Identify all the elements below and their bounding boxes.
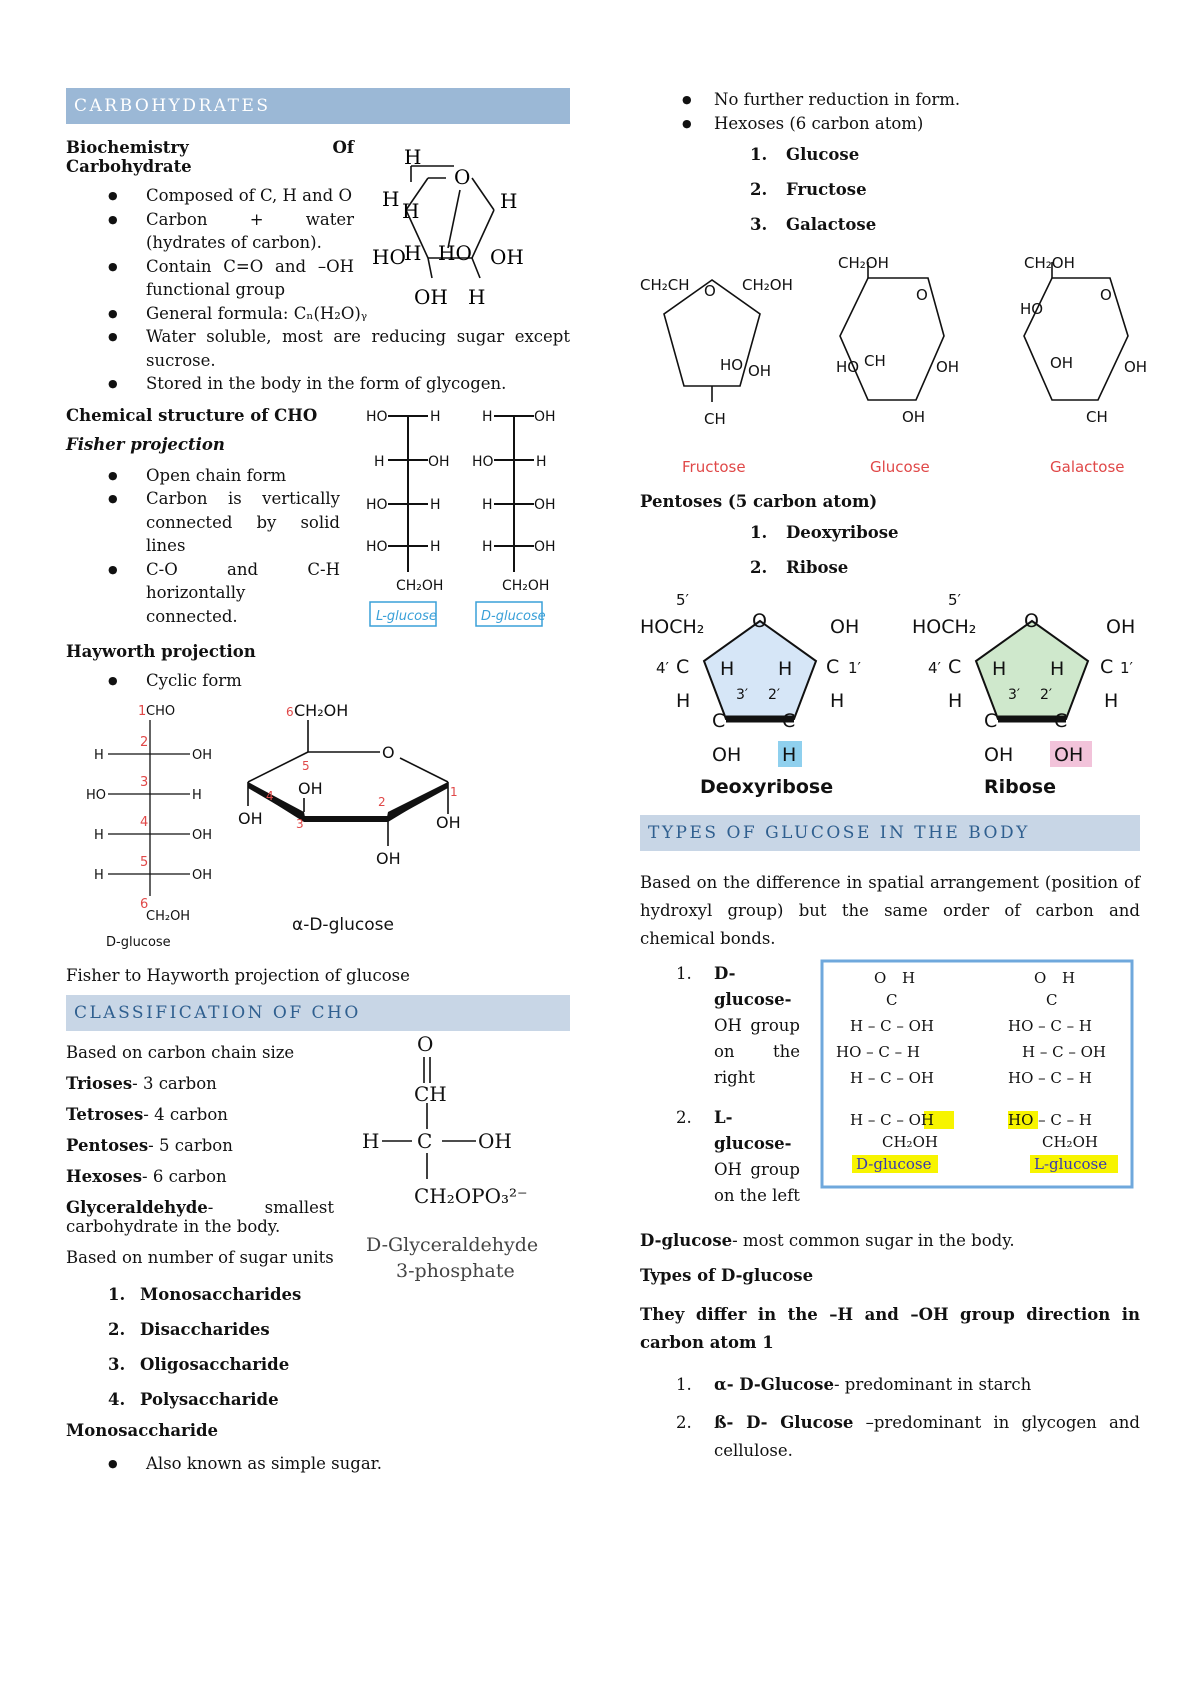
biochem-title-b: Of xyxy=(332,138,354,157)
ring-oxygen: O xyxy=(382,743,395,762)
alpha-beta-list xyxy=(640,1371,1140,1465)
fisher-group: H xyxy=(430,538,441,555)
fisher-group: H xyxy=(482,496,493,513)
fisher-section xyxy=(66,406,570,638)
pentose-atom: C xyxy=(782,710,796,732)
fisher-group: OH xyxy=(534,408,556,425)
glyceraldehyde-atom: O xyxy=(417,1032,434,1056)
carbon-number: 1 xyxy=(450,785,458,799)
pentose-atom: HOCH₂ xyxy=(912,616,977,638)
fisher-group: H xyxy=(94,868,104,883)
carbon-number: 5 xyxy=(302,759,310,773)
list-number: 1. xyxy=(750,523,768,542)
fisher-group: OH xyxy=(192,868,213,883)
ring-caption: Glucose xyxy=(870,458,930,476)
list-item: ● Carbon + water (hydrates of carbon). xyxy=(66,208,354,255)
fisher-group: OH xyxy=(192,828,213,843)
fisher-ch2oh: CH₂OH xyxy=(146,909,191,924)
list-item xyxy=(640,207,1140,242)
list-item: ● No further reduction in form. xyxy=(640,88,1140,112)
haworth-group: OH xyxy=(376,849,401,868)
list-number: 1. xyxy=(676,1375,692,1394)
pentose-atom: OH xyxy=(984,744,1014,766)
chem-structure-title: Chemical structure of CHO xyxy=(66,405,318,425)
fisher-group: H xyxy=(94,748,104,763)
pentose-atom: H xyxy=(1104,690,1119,712)
list-item xyxy=(640,1371,1140,1399)
list-label: Fructose xyxy=(786,180,867,199)
dl-atom: H – C – OH xyxy=(850,1069,935,1087)
fisher-group: H xyxy=(430,496,441,513)
fisher-group: OH xyxy=(192,748,213,763)
list-label: Ribose xyxy=(786,558,849,577)
unit-list xyxy=(66,1277,570,1417)
list-item: ● Water soluble, most are reducing sugar except sucrose. xyxy=(66,325,570,372)
carbon-number: 4 xyxy=(266,789,274,803)
based-units-text: Based on number of sugar units xyxy=(66,1248,334,1267)
pentose-atom: 5′ xyxy=(676,591,689,609)
dl-term: L-glucose- xyxy=(714,1108,792,1153)
fisher-d-caption: D-glucose xyxy=(481,608,546,624)
ring-group: CH xyxy=(704,410,726,428)
glyceraldehyde-desc: - smallest carbohydrate in the body. xyxy=(66,1198,334,1236)
carbon-number: 2 xyxy=(140,735,149,750)
pentose-list xyxy=(640,515,1140,585)
alpha-term: α- D-Glucose xyxy=(714,1375,834,1394)
fisher-bullet-list xyxy=(66,464,340,629)
pentose-rings-figure xyxy=(640,591,1140,805)
list-number: 3. xyxy=(750,215,768,234)
pentose-atom: C xyxy=(712,710,726,732)
dl-atom: H xyxy=(902,969,916,987)
pentose-atom: C xyxy=(826,656,840,678)
dl-atom: C xyxy=(1046,991,1058,1009)
fisher-group: HO xyxy=(472,453,494,470)
dl-desc: OH group on the left xyxy=(714,1160,800,1205)
fisher-group: H xyxy=(482,538,493,555)
glyceraldehyde-term: Glyceraldehyde xyxy=(66,1198,208,1217)
list-number: 2. xyxy=(676,1413,692,1432)
fisher-group: HO xyxy=(366,408,388,425)
list-label: Deoxyribose xyxy=(786,523,899,542)
pentose-atom: H xyxy=(720,658,735,680)
dl-glucose-figure xyxy=(820,959,1136,1191)
carbon-number: 5 xyxy=(140,855,149,870)
biochem-title-c: Carbohydrate xyxy=(66,157,192,176)
haworth-group: OH xyxy=(238,809,263,828)
pentose-atom: 1′ xyxy=(1120,659,1133,677)
ring-group: OH xyxy=(1124,358,1148,376)
hexose-list xyxy=(640,137,1140,242)
ring-label: H xyxy=(468,285,486,309)
biochem-section xyxy=(66,138,570,396)
biochem-bullet-list xyxy=(66,184,354,302)
pentose-atom: H xyxy=(992,658,1007,680)
beta-desc: –predominant in glycogen and cellulose. xyxy=(714,1413,1140,1460)
haworth-ch2oh: CH₂OH xyxy=(294,701,349,720)
ring-label: H xyxy=(404,241,422,265)
fisher-projection-figure xyxy=(366,406,566,638)
ring-group: CH xyxy=(864,352,886,370)
ring-group: O xyxy=(704,282,716,300)
pentose-atom: 2′ xyxy=(768,687,781,703)
ring-group: CH₂OH xyxy=(742,276,793,294)
fisher-group: H xyxy=(374,453,385,470)
pentose-atom: C xyxy=(1100,656,1114,678)
types-header: TYPES OF GLUCOSE IN THE BODY xyxy=(640,815,1140,851)
pentose-atom: C xyxy=(1054,710,1068,732)
pentose-atom: H xyxy=(948,690,963,712)
chain-term: Pentoses xyxy=(66,1136,149,1155)
list-item xyxy=(640,961,800,1091)
list-item: ● Composed of C, H and O xyxy=(66,184,354,208)
fisher-ch2oh: CH₂OH xyxy=(396,577,444,594)
dl-list xyxy=(640,961,800,1209)
pentose-atom: C xyxy=(676,656,690,678)
list-number: 2. xyxy=(750,558,768,577)
dl-atom: HO – C – H xyxy=(836,1043,921,1061)
pentose-atom: 4′ xyxy=(656,659,669,677)
ring-group: O xyxy=(916,286,928,304)
biochem-title xyxy=(66,138,354,157)
dl-atom: H – C – OH xyxy=(850,1111,935,1129)
pentose-atom: 2′ xyxy=(1040,687,1053,703)
fisher-group: H xyxy=(536,453,547,470)
ring-label: H xyxy=(382,187,400,211)
dl-atom: C xyxy=(886,991,898,1009)
list-item xyxy=(66,1312,570,1347)
ring-group: OH xyxy=(936,358,960,376)
fisher-group: H xyxy=(482,408,493,425)
pentoses-title: Pentoses (5 carbon atom) xyxy=(640,492,878,511)
pentose-atom: O xyxy=(1024,610,1039,632)
fisher-group: OH xyxy=(534,538,556,555)
fisher-to-hayworth-text: Fisher to Hayworth projection of glucose xyxy=(66,966,410,985)
list-item xyxy=(640,550,1140,585)
ring-group: CH₂OH xyxy=(1024,254,1075,272)
glyceraldehyde-figure xyxy=(352,1029,562,1291)
ring-group: CH₂OH xyxy=(838,254,889,272)
hayworth-title: Hayworth projection xyxy=(66,641,256,661)
glyceraldehyde-text xyxy=(66,1198,334,1236)
fisher-group: H xyxy=(192,788,202,803)
chain-desc: - 5 carbon xyxy=(148,1136,233,1155)
dl-atom: CH₂OH xyxy=(1042,1133,1098,1151)
ring-label: HO xyxy=(372,245,406,269)
list-label: Disaccharides xyxy=(140,1320,270,1339)
pentose-atom: 1′ xyxy=(848,659,861,677)
dl-atom: H – C – OH xyxy=(1022,1043,1107,1061)
ring-group: O xyxy=(1100,286,1112,304)
pentose-atom: 3′ xyxy=(736,687,749,703)
carbon-number: 3 xyxy=(140,775,149,790)
alpha-desc: - predominant in starch xyxy=(833,1375,1032,1394)
dl-desc: OH group on the right xyxy=(714,1016,800,1087)
ring-label: HO xyxy=(438,241,472,265)
list-number: 2. xyxy=(750,180,768,199)
glyceraldehyde-atom: H xyxy=(362,1129,380,1153)
list-item: ● General formula: Cₙ(H₂O)ᵧ xyxy=(66,302,570,326)
dglucose-term: D-glucose xyxy=(640,1231,733,1250)
right-column xyxy=(640,88,1148,1465)
pentose-atom: O xyxy=(752,610,767,632)
dl-atom: HO – C – H xyxy=(1008,1111,1093,1129)
list-number: 1. xyxy=(108,1285,126,1304)
pentose-atom: OH xyxy=(712,744,742,766)
ring-group: HO xyxy=(836,358,860,376)
pentose-caption: Ribose xyxy=(984,776,1056,798)
list-number: 4. xyxy=(108,1390,126,1409)
list-item xyxy=(640,1105,800,1209)
fisher-ch2oh: CH₂OH xyxy=(502,577,550,594)
list-item: ● C-O and C-H horizontally connected. xyxy=(66,558,340,629)
pentose-atom: OH xyxy=(830,616,860,638)
glyceraldehyde-caption-2: 3-phosphate xyxy=(396,1260,515,1282)
ring-label: H xyxy=(404,145,422,169)
list-item: ● Stored in the body in the form of glycogen. xyxy=(66,372,570,396)
haworth-alpha-caption: α-D-glucose xyxy=(292,915,394,935)
dl-atom: CH₂OH xyxy=(882,1133,938,1151)
haworth-dglucose-caption: D-glucose xyxy=(106,935,171,950)
list-number: 1. xyxy=(676,964,692,983)
chain-term: Trioses xyxy=(66,1074,133,1093)
pentose-atom: C xyxy=(948,656,962,678)
list-item xyxy=(640,172,1140,207)
ring-label: OH xyxy=(490,245,524,269)
fisher-group: HO xyxy=(366,538,388,555)
list-item xyxy=(640,137,1140,172)
list-item xyxy=(66,1347,570,1382)
fisher-l-caption: L-glucose xyxy=(376,608,437,624)
list-item xyxy=(640,515,1140,550)
hexose-rings-figure xyxy=(640,250,1148,488)
mono-title: Monosaccharide xyxy=(66,1421,219,1440)
list-item: ● Hexoses (6 carbon atom) xyxy=(640,112,1140,136)
pentose-atom: H xyxy=(1050,658,1065,680)
fisher-title: Fisher projection xyxy=(66,434,225,454)
ring-label: H xyxy=(402,199,420,223)
glyceraldehyde-atom: CH xyxy=(414,1082,447,1106)
ring-label: H xyxy=(500,189,518,213)
list-item xyxy=(66,1382,570,1417)
ring-caption: Galactose xyxy=(1050,458,1125,476)
classification-section xyxy=(66,1032,570,1282)
list-item: ● Open chain form xyxy=(66,464,340,488)
list-item xyxy=(640,1409,1140,1465)
glyceraldehyde-caption-1: D-Glyceraldehyde xyxy=(366,1234,539,1256)
dl-atom: O xyxy=(874,969,887,987)
haworth-cho: CHO xyxy=(146,704,176,719)
chain-desc: - 3 carbon xyxy=(132,1074,217,1093)
ring-group: OH xyxy=(748,362,772,380)
chain-desc: - 6 carbon xyxy=(142,1167,227,1186)
carbon-number: 6 xyxy=(286,705,294,719)
ring-group: OH xyxy=(902,408,926,426)
dglucose-desc: - most common sugar in the body. xyxy=(732,1231,1015,1250)
ring-group: OH xyxy=(1050,354,1074,372)
fisher-group: HO xyxy=(86,788,107,803)
pentose-atom: OH xyxy=(1106,616,1136,638)
dl-atom: H – C – OH xyxy=(850,1017,935,1035)
list-number: 2. xyxy=(108,1320,126,1339)
list-label: Monosaccharides xyxy=(140,1285,302,1304)
fisher-group: OH xyxy=(534,496,556,513)
dl-term: D-glucose- xyxy=(714,964,792,1009)
dl-atom: O xyxy=(1034,969,1047,987)
ring-group: CH₂CH xyxy=(640,276,690,294)
top-bullet-list xyxy=(640,88,1140,135)
types-intro-text: Based on the difference in spatial arrangement (position of hydroxyl group) but the same order of carbon and chemical bonds. xyxy=(640,873,1140,948)
ring-label: O xyxy=(454,165,471,189)
list-label: Galactose xyxy=(786,215,877,234)
beta-term: ß- D- Glucose xyxy=(714,1413,854,1432)
carbon-number: 3 xyxy=(296,817,304,831)
list-number: 2. xyxy=(676,1108,692,1127)
list-label: Glucose xyxy=(786,145,860,164)
pentose-atom: 4′ xyxy=(928,659,941,677)
carbon-number: 2 xyxy=(378,795,386,809)
carbon-number: 4 xyxy=(140,815,149,830)
dl-atom: HO – C – H xyxy=(1008,1069,1093,1087)
list-item: ● Also known as simple sugar. xyxy=(66,1452,570,1476)
haworth-group: OH xyxy=(298,779,323,798)
left-column xyxy=(66,88,570,1476)
pentose-atom: H xyxy=(778,658,793,680)
carbon-number: 6 xyxy=(140,897,149,912)
chain-desc: - 4 carbon xyxy=(143,1105,228,1124)
list-number: 3. xyxy=(108,1355,126,1374)
pentose-atom: 3′ xyxy=(1008,687,1021,703)
list-item: ● Carbon is vertically connected by solid lines xyxy=(66,487,340,558)
types-dglucose-title: Types of D-glucose xyxy=(640,1266,814,1285)
list-item xyxy=(66,1277,570,1312)
list-label: Oligosaccharide xyxy=(140,1355,290,1374)
pentose-atom: H xyxy=(782,744,797,766)
fisher-group: OH xyxy=(428,453,450,470)
fisher-group: H xyxy=(94,828,104,843)
dl-atom: H xyxy=(1062,969,1076,987)
pentose-atom: OH xyxy=(1054,744,1084,766)
pyranose-ring-figure xyxy=(372,138,546,318)
pentose-atom: H xyxy=(676,690,691,712)
pentose-atom: 5′ xyxy=(948,591,961,609)
glyceraldehyde-atom: CH₂OPO₃²⁻ xyxy=(414,1184,528,1208)
haworth-group: OH xyxy=(436,813,461,832)
differ-text: They differ in the –H and –OH group direction in carbon atom 1 xyxy=(640,1305,1140,1352)
carbohydrates-header: CARBOHYDRATES xyxy=(66,88,570,124)
ring-group: CH xyxy=(1086,408,1108,426)
list-item: ● Contain C=O and –OH functional group xyxy=(66,255,354,302)
based-chain-text: Based on carbon chain size xyxy=(66,1043,295,1062)
haworth-projection-figure xyxy=(86,698,530,958)
pentose-atom: H xyxy=(830,690,845,712)
chain-term: Hexoses xyxy=(66,1167,143,1186)
mono-bullet-list xyxy=(66,1452,570,1476)
dl-caption: L-glucose xyxy=(1034,1155,1108,1173)
biochem-title-a: Biochemistry xyxy=(66,138,189,157)
ring-group: HO xyxy=(720,356,744,374)
glyceraldehyde-atom: C xyxy=(417,1129,433,1153)
dl-section xyxy=(640,961,1140,1231)
glyceraldehyde-atom: OH xyxy=(478,1129,512,1153)
hayworth-bullet-list xyxy=(66,669,570,693)
chain-term: Tetroses xyxy=(66,1105,144,1124)
list-number: 1. xyxy=(750,145,768,164)
pentose-caption: Deoxyribose xyxy=(700,776,834,798)
list-label: Polysaccharide xyxy=(140,1390,279,1409)
fisher-group: HO xyxy=(366,496,388,513)
dl-caption: D-glucose xyxy=(856,1155,932,1173)
fisher-group: H xyxy=(430,408,441,425)
list-item: ● Cyclic form xyxy=(66,669,570,693)
dglucose-text xyxy=(640,1231,1140,1250)
pentose-atom: HOCH₂ xyxy=(640,616,705,638)
ring-caption: Fructose xyxy=(682,458,746,476)
ring-group: HO xyxy=(1020,300,1044,318)
pentose-atom: C xyxy=(984,710,998,732)
dl-atom: HO – C – H xyxy=(1008,1017,1093,1035)
carbon-number: 1 xyxy=(138,704,147,719)
ring-label: OH xyxy=(414,285,448,309)
classification-header: CLASSIFICATION OF CHO xyxy=(66,995,570,1031)
